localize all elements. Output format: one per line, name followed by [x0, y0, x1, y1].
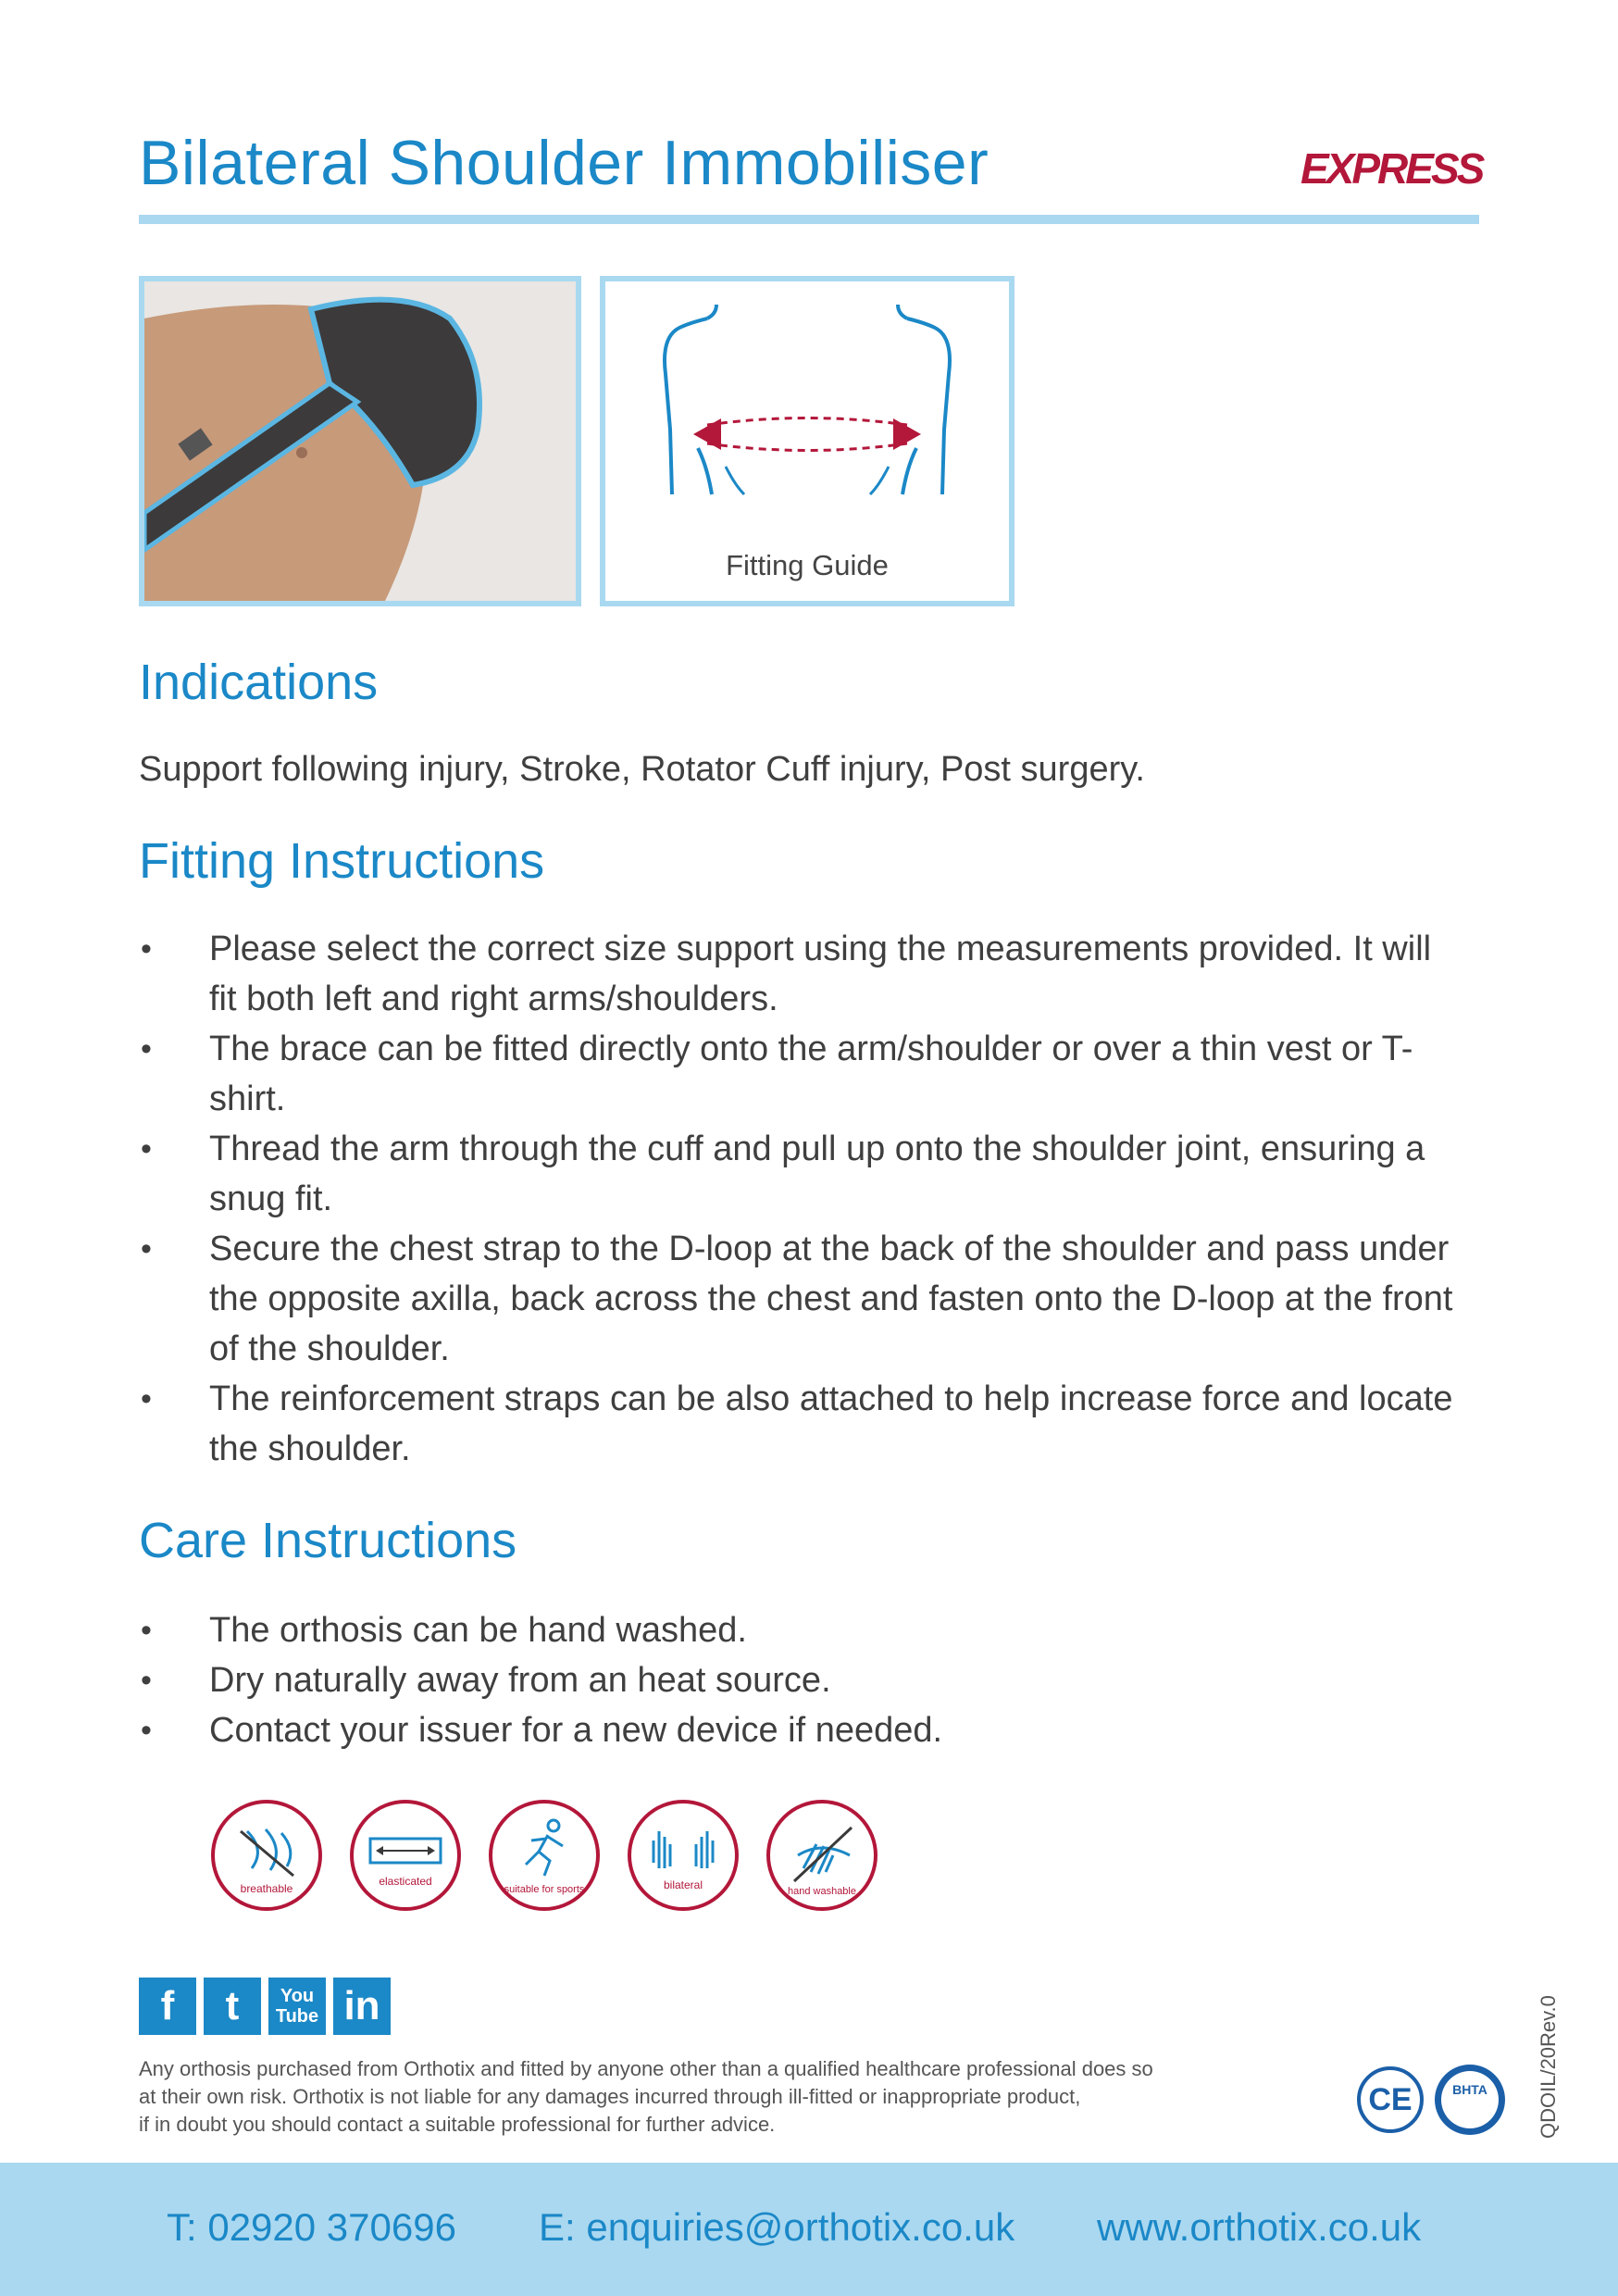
twitter-icon[interactable]: t	[204, 1978, 261, 2035]
bhta-label: BHTA	[1441, 2071, 1499, 2128]
disclaimer-line-3: if in doubt you should contact a suitable professional for further advice.	[139, 2113, 776, 2136]
fitting-list	[139, 924, 1453, 1474]
sports-icon	[489, 1800, 600, 1911]
footer-phone[interactable]: T: 02920 370696	[167, 2205, 456, 2249]
hand-washable-label: hand washable	[787, 1886, 857, 1897]
youtube-label-top: You	[280, 1986, 315, 2006]
feature-icons	[211, 1800, 877, 1911]
sports-label: suitable for sports	[504, 1884, 585, 1895]
breathable-icon	[211, 1800, 322, 1911]
youtube-label-bottom: Tube	[275, 2006, 319, 2027]
indications-heading: Indications	[139, 655, 379, 710]
list-item: • Contact your issuer for a new device if needed.	[139, 1705, 1453, 1755]
list-item: • Thread the arm through the cuff and pull up onto the shoulder joint, ensuring a snug fit.	[139, 1124, 1453, 1224]
breathable-label: breathable	[240, 1882, 293, 1895]
elasticated-icon	[350, 1800, 461, 1911]
disclaimer	[139, 2055, 1333, 2139]
disclaimer-line-1: Any orthosis purchased from Orthotix and fitted by anyone other than a qualified healthcare professional does so	[139, 2057, 1153, 2080]
linkedin-icon[interactable]: in	[333, 1978, 391, 2035]
torso-outline-illustration	[605, 281, 1009, 531]
youtube-icon[interactable]	[268, 1978, 326, 2035]
product-photo-illustration	[144, 281, 576, 601]
list-item: • Please select the correct size support using the measurements provided. It will fit both left and right arms/shoulders.	[139, 924, 1453, 1024]
care-list	[139, 1605, 1453, 1755]
title-divider	[139, 215, 1479, 224]
fitting-heading: Fitting Instructions	[139, 833, 545, 889]
list-item: • The orthosis can be hand washed.	[139, 1605, 1453, 1655]
elasticated-label: elasticated	[379, 1875, 432, 1888]
bilateral-icon	[628, 1800, 739, 1911]
facebook-icon[interactable]: f	[139, 1978, 196, 2035]
express-logo: EXPRESS	[1301, 144, 1483, 193]
ce-mark-icon: CE	[1357, 2066, 1424, 2133]
document-reference: QDOIL/20Rev.0	[1537, 1995, 1560, 2139]
fitting-guide-caption: Fitting Guide	[726, 549, 889, 581]
list-item: • The brace can be fitted directly onto the arm/shoulder or over a thin vest or T-shirt.	[139, 1024, 1453, 1124]
footer-website[interactable]: www.orthotix.co.uk	[1097, 2205, 1422, 2249]
care-heading: Care Instructions	[139, 1513, 517, 1568]
indications-text: Support following injury, Stroke, Rotator Cuff injury, Post surgery.	[139, 750, 1145, 789]
list-item: • Secure the chest strap to the D-loop at the back of the shoulder and pass under the opposite axilla, back across the chest and fasten onto the D-loop at the front of the shoulder.	[139, 1224, 1453, 1374]
footer-email[interactable]: E: enquiries@orthotix.co.uk	[539, 2205, 1015, 2249]
list-item: • Dry naturally away from an heat source.	[139, 1655, 1453, 1705]
disclaimer-line-2: at their own risk. Orthotix is not liable for any damages incurred through ill-fitted or inappropriate product,	[139, 2085, 1081, 2108]
product-photo	[139, 276, 581, 606]
page-title: Bilateral Shoulder Immobiliser	[139, 128, 989, 198]
bilateral-label: bilateral	[663, 1878, 703, 1891]
list-item: • The reinforcement straps can be also attached to help increase force and locate the shoulder.	[139, 1374, 1453, 1474]
fitting-guide-image	[600, 276, 1014, 606]
social-links	[139, 1978, 391, 2035]
bhta-logo-icon	[1435, 2065, 1505, 2135]
hand-washable-icon	[766, 1800, 877, 1911]
